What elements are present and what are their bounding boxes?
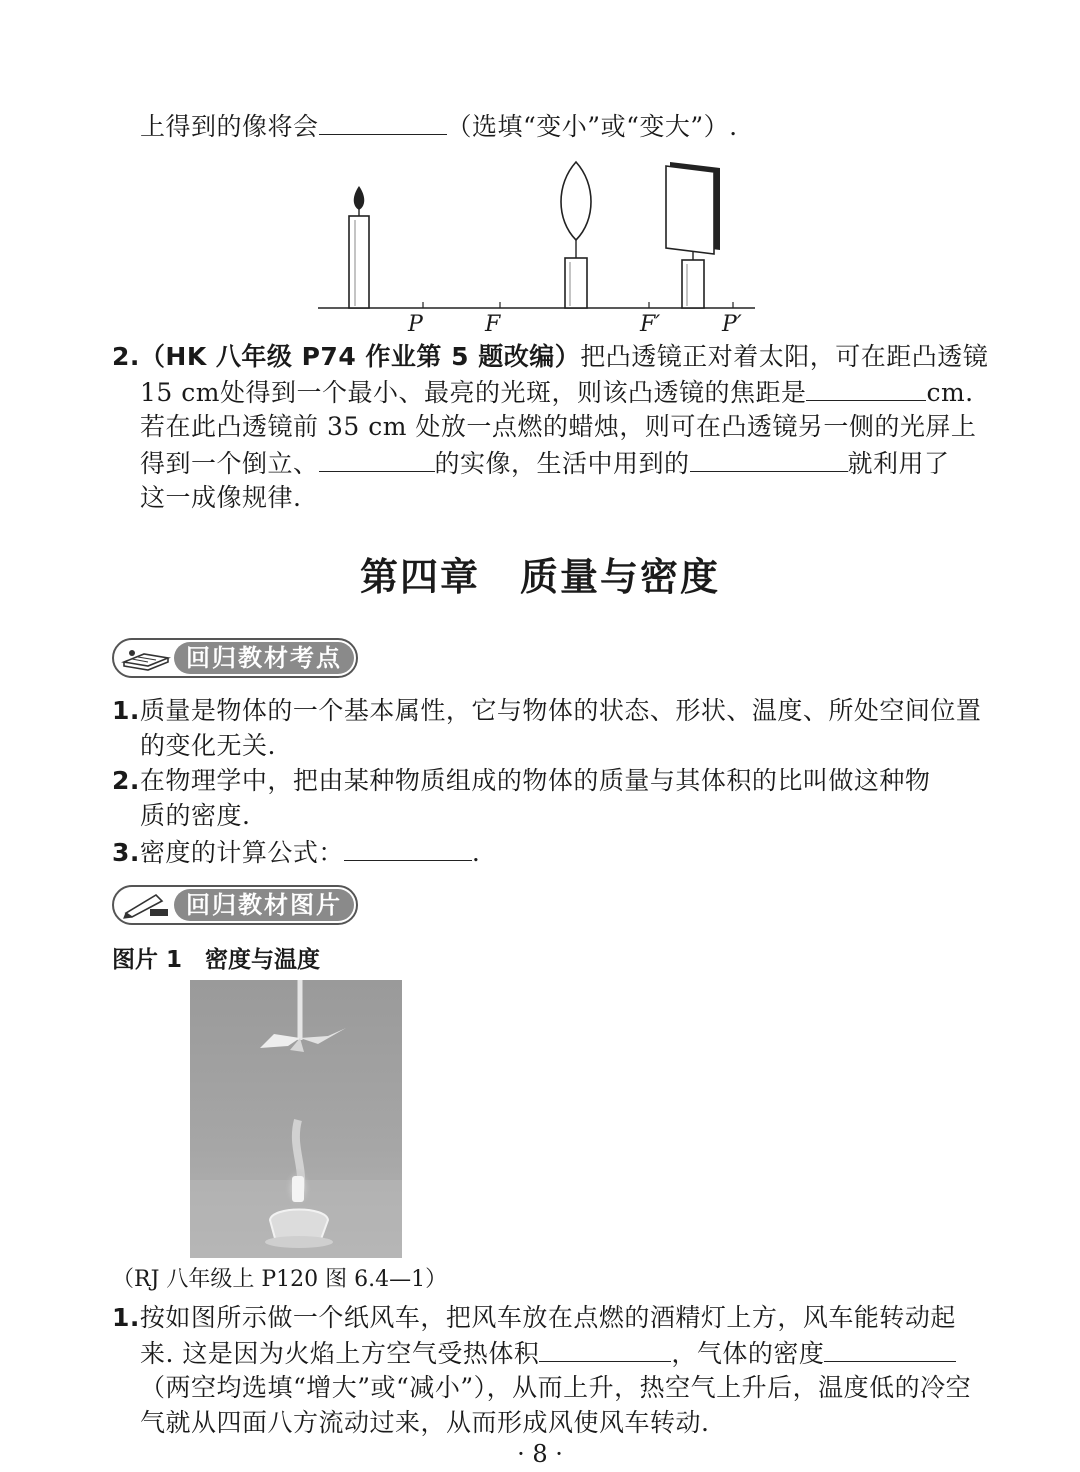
section-header-figures xyxy=(112,885,358,925)
question-text: ，气体的密度 xyxy=(671,1339,825,1368)
answer-blank[interactable] xyxy=(824,1337,956,1362)
candle-icon xyxy=(349,186,369,308)
figure-question-line-1 xyxy=(112,1302,956,1334)
continuation-hint: （选填“变小”或“变大”）. xyxy=(446,112,738,141)
answer-blank[interactable] xyxy=(539,1337,671,1362)
section-label: 回归教材考点 xyxy=(174,642,354,674)
item-number: 3. xyxy=(112,838,140,867)
unit-text: cm. xyxy=(926,378,974,407)
figure-question-line-2 xyxy=(140,1337,956,1370)
section-label: 回归教材图片 xyxy=(174,889,354,921)
answer-blank[interactable] xyxy=(319,447,435,472)
item-text: . xyxy=(471,838,481,867)
answer-blank[interactable] xyxy=(344,836,472,861)
question-text: 得到一个倒立、 xyxy=(140,449,319,478)
figure-title: 图片 1 密度与温度 xyxy=(112,947,321,973)
chapter-title: 第四章 质量与密度 xyxy=(359,554,720,599)
label-p-prime: P′ xyxy=(722,312,742,337)
key-point-1-line-2: 的变化无关. xyxy=(140,731,276,760)
question-text: 来. 这是因为火焰上方空气受热体积 xyxy=(140,1339,540,1368)
question-2-line-4 xyxy=(140,447,950,480)
question-text: 按如图所示做一个纸风车，把风车放在点燃的酒精灯上方，风车能转动起 xyxy=(139,1303,956,1332)
question-number: 2. xyxy=(112,342,140,371)
figure-question-line-4: 气就从四面八方流动过来，从而形成风使风车转动. xyxy=(140,1408,710,1437)
key-point-1-line-1 xyxy=(112,695,981,727)
question-number: 1. xyxy=(112,1303,140,1332)
screen-icon xyxy=(666,162,720,308)
key-point-2-line-2: 质的密度. xyxy=(140,801,251,830)
lens-icon xyxy=(561,162,591,308)
label-p: P xyxy=(408,312,423,337)
item-text: 密度的计算公式： xyxy=(139,838,344,867)
continuation-line xyxy=(140,110,738,143)
question-text: 15 cm处得到一个最小、最亮的光斑，则该凸透镜的焦距是 xyxy=(140,378,807,407)
answer-blank[interactable] xyxy=(690,447,848,472)
pinwheel-photo xyxy=(190,980,402,1258)
figure-question-line-3: （两空均选填“增大”或“减小”），从而上升，热空气上升后，温度低的冷空 xyxy=(140,1373,972,1402)
question-source: （HK 八年级 P74 作业第 5 题改编） xyxy=(139,342,581,371)
answer-blank[interactable] xyxy=(319,110,447,135)
key-point-2-line-1 xyxy=(112,765,930,797)
label-f-prime: F′ xyxy=(640,312,661,337)
section-header-key-points xyxy=(112,638,358,678)
pencil-icon xyxy=(120,891,174,919)
question-text: 就利用了 xyxy=(847,449,950,478)
item-number: 2. xyxy=(112,766,140,795)
figure-caption: （RJ 八年级上 P120 图 6.4—1） xyxy=(112,1267,448,1292)
question-2-line-5: 这一成像规律. xyxy=(140,483,302,512)
label-f: F xyxy=(485,312,501,337)
answer-blank[interactable] xyxy=(806,376,926,401)
key-point-3 xyxy=(112,836,480,869)
question-2-line-1 xyxy=(112,341,988,373)
question-2-line-3: 若在此凸透镜前 35 cm 处放一点燃的蜡烛，则可在凸透镜另一侧的光屏上 xyxy=(140,412,977,441)
item-number: 1. xyxy=(112,696,140,725)
question-text: 的实像，生活中用到的 xyxy=(434,449,690,478)
question-2-line-2 xyxy=(140,376,974,409)
continuation-text: 上得到的像将会 xyxy=(140,112,319,141)
open-book-icon xyxy=(120,644,174,672)
optical-bench-figure xyxy=(300,150,770,350)
item-text: 质量是物体的一个基本属性，它与物体的状态、形状、温度、所处空间位置 xyxy=(139,696,982,725)
item-text: 在物理学中，把由某种物质组成的物体的质量与其体积的比叫做这种物 xyxy=(139,766,931,795)
page-number: · 8 · xyxy=(517,1440,563,1468)
question-text: 把凸透镜正对着太阳，可在距凸透镜 xyxy=(580,342,989,371)
